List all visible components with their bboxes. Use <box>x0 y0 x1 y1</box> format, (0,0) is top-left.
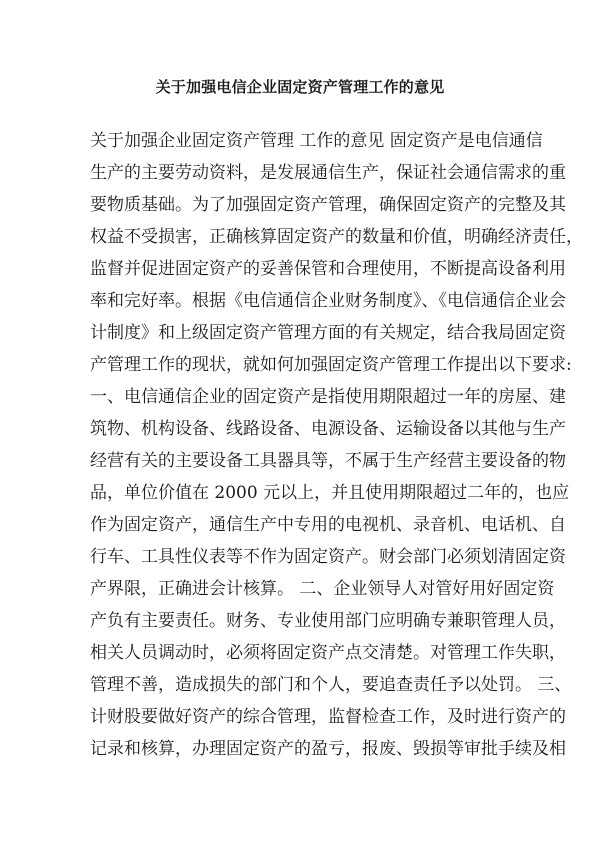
body-line: 筑物、机构设备、线路设备、电源设备、运输设备以其他与生产 <box>90 419 566 439</box>
body-line: 监督并促进固定资产的妥善保管和合理使用，不断提高设备利用 <box>90 259 566 279</box>
body-line: 产负有主要责任。财务、专业使用部门应明确专兼职管理人员， <box>90 611 566 631</box>
body-line: 率和完好率。根据《电信通信企业财务制度》、《电信通信企业会 <box>90 291 566 311</box>
body-line: 行车、工具性仪表等不作为固定资产。财会部门必须划清固定资 <box>90 547 566 567</box>
body-line: 关于加强企业固定资产管理 工作的意见 固定资产是电信通信 <box>90 131 543 151</box>
body-line: 相关人员调动时，必须将固定资产点交清楚。对管理工作失职， <box>90 643 566 663</box>
body-line: 管理不善，造成损失的部门和个人，要追查责任予以处罚。 三、 <box>90 675 572 695</box>
body-line: 品，单位价值在 2000 元以上，并且使用期限超过二年的，也应 <box>90 483 570 503</box>
document-title: 关于加强电信企业固定资产管理工作的意见 <box>155 78 445 96</box>
body-line: 产管理工作的现状，就如何加强固定资产管理工作提出以下要求: <box>90 355 572 375</box>
body-line: 计财股要做好资产的综合管理，监督检查工作，及时进行资产的 <box>90 707 566 727</box>
body-line: 记录和核算，办理固定资产的盈亏，报废、毁损等审批手续及相 <box>90 739 566 759</box>
body-line: 产界限，正确进会计核算。 二、企业领导人对管好用好固定资 <box>90 579 555 599</box>
document-body <box>90 125 583 765</box>
body-line: 作为固定资产，通信生产中专用的电视机、录音机、电话机、自 <box>90 515 566 535</box>
body-line: 生产的主要劳动资料，是发展通信生产，保证社会通信需求的重 <box>90 163 566 183</box>
body-line: 权益不受损害，正确核算固定资产的数量和价值，明确经济责任， <box>90 227 583 247</box>
body-line: 经营有关的主要设备工具器具等，不属于生产经营主要设备的物 <box>90 451 566 471</box>
body-line: 要物质基础。为了加强固定资产管理，确保固定资产的完整及其 <box>90 195 566 215</box>
body-line: 计制度》和上级固定资产管理方面的有关规定，结合我局固定资 <box>90 323 566 343</box>
body-line: 一、电信通信企业的固定资产是指使用期限超过一年的房屋、建 <box>90 387 566 407</box>
